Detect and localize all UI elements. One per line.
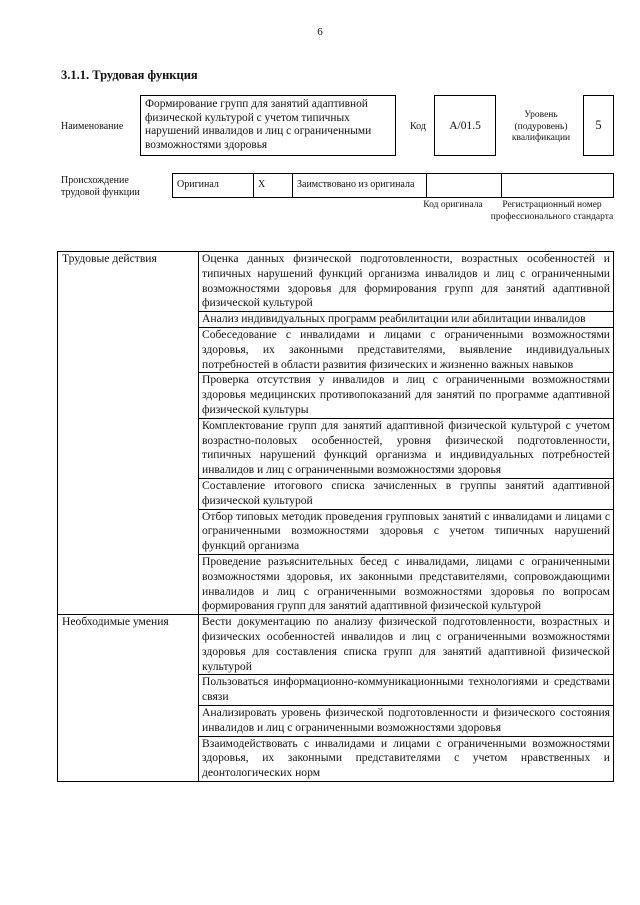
uroven-label: Уровень (подуровень) квалификации [511,110,571,143]
category-cell: Трудовые действия [58,252,199,615]
item-cell: Пользоваться информационно-коммуникационными технологиями и средствами связи [199,675,614,706]
item-cell: Составление итогового списка зачисленных в группы занятий адаптивной физической культурой [199,478,614,509]
naimenovanie-label: Наименование [61,121,124,132]
table-row [58,615,614,675]
kod-value: A/01.5 [434,95,496,156]
item-cell: Анализ индивидуальных программ реабилитации или абилитации инвалидов [199,312,614,328]
item-cell: Отбор типовых методик проведения групповых занятий с инвалидами и лицами с ограниченными возможностями здоровья с учетом типичных нарушений функций организма [199,509,614,554]
origin-label: Происхождение трудовой функции [61,175,140,198]
item-cell: Проверка отсутствия у инвалидов и лиц с ограниченными возможностями здоровья медицинских противопоказаний для занятий по программе адаптивной физической культуры [199,373,614,418]
item-cell: Взаимодействовать с инвалидами и лицами с ограниченными возможностями здоровья, их законными представителями с учетом нравственных и деонтологических норм [199,736,614,781]
section-title: 3.1.1. Трудовая функция [61,68,198,82]
original-label: Оригинал [173,174,254,198]
reg-nomer-label: Регистрационный номер профессионального стандарта [490,200,614,222]
item-cell: Комплектование групп для занятий адаптивной физической культурой с учетом возрастно-половых особенностей, уровня физической подготовленности, типичных нарушений функций организма и индивидуальных потребностей инвалидов и лиц с ограниченными возможностями здоровья [199,418,614,478]
item-cell: Вести документацию по анализу физической подготовленности, возрастных и физических особенностей инвалидов и лиц с ограниченными возможностями здоровья для составления списка групп для занятий адаптивной физической культурой [199,615,614,675]
uroven-value: 5 [583,95,614,156]
item-cell: Собеседование с инвалидами и лицами с ограниченными возможностями здоровья, их законными представителями, выявление индивидуальных потребностей в области развития физических и жизненно важных навыков [199,327,614,372]
reg-nomer-cell [502,174,614,198]
item-cell: Оценка данных физической подготовленности, возрастных особенностей и типичных нарушений функций организма инвалидов и лиц с ограниченными возможностями здоровья для формирования групп для занятий адаптивной физической культурой [199,252,614,312]
naimenovanie-value: Формирование групп для занятий адаптивной физической культурой с учетом типичных нарушений инвалидов и лиц с ограниченными возможностями здоровья [140,95,396,156]
page-number: 6 [317,26,323,38]
kod-originala-cell [427,174,502,198]
function-table [57,251,614,782]
category-cell: Необходимые умения [58,615,199,782]
item-cell: Проведение разъяснительных бесед с инвалидами, лицами с ограниченными возможностями здоровья, их законными представителями, сопровождающими инвалидов и лиц с ограниченными возможностями здоровья по вопросам формирования групп для занятий адаптивной физической культурой [199,554,614,614]
table-row [58,252,614,312]
borrowed-label: Заимствовано из оригинала [293,174,427,198]
original-mark: X [254,174,293,198]
item-cell: Анализировать уровень физической подготовленности и физического состояния инвалидов и лиц с ограниченными возможностями здоровья [199,705,614,736]
origin-table [172,173,614,198]
kod-originala-label: Код оригинала [423,200,483,210]
kod-label: Код [410,121,426,132]
